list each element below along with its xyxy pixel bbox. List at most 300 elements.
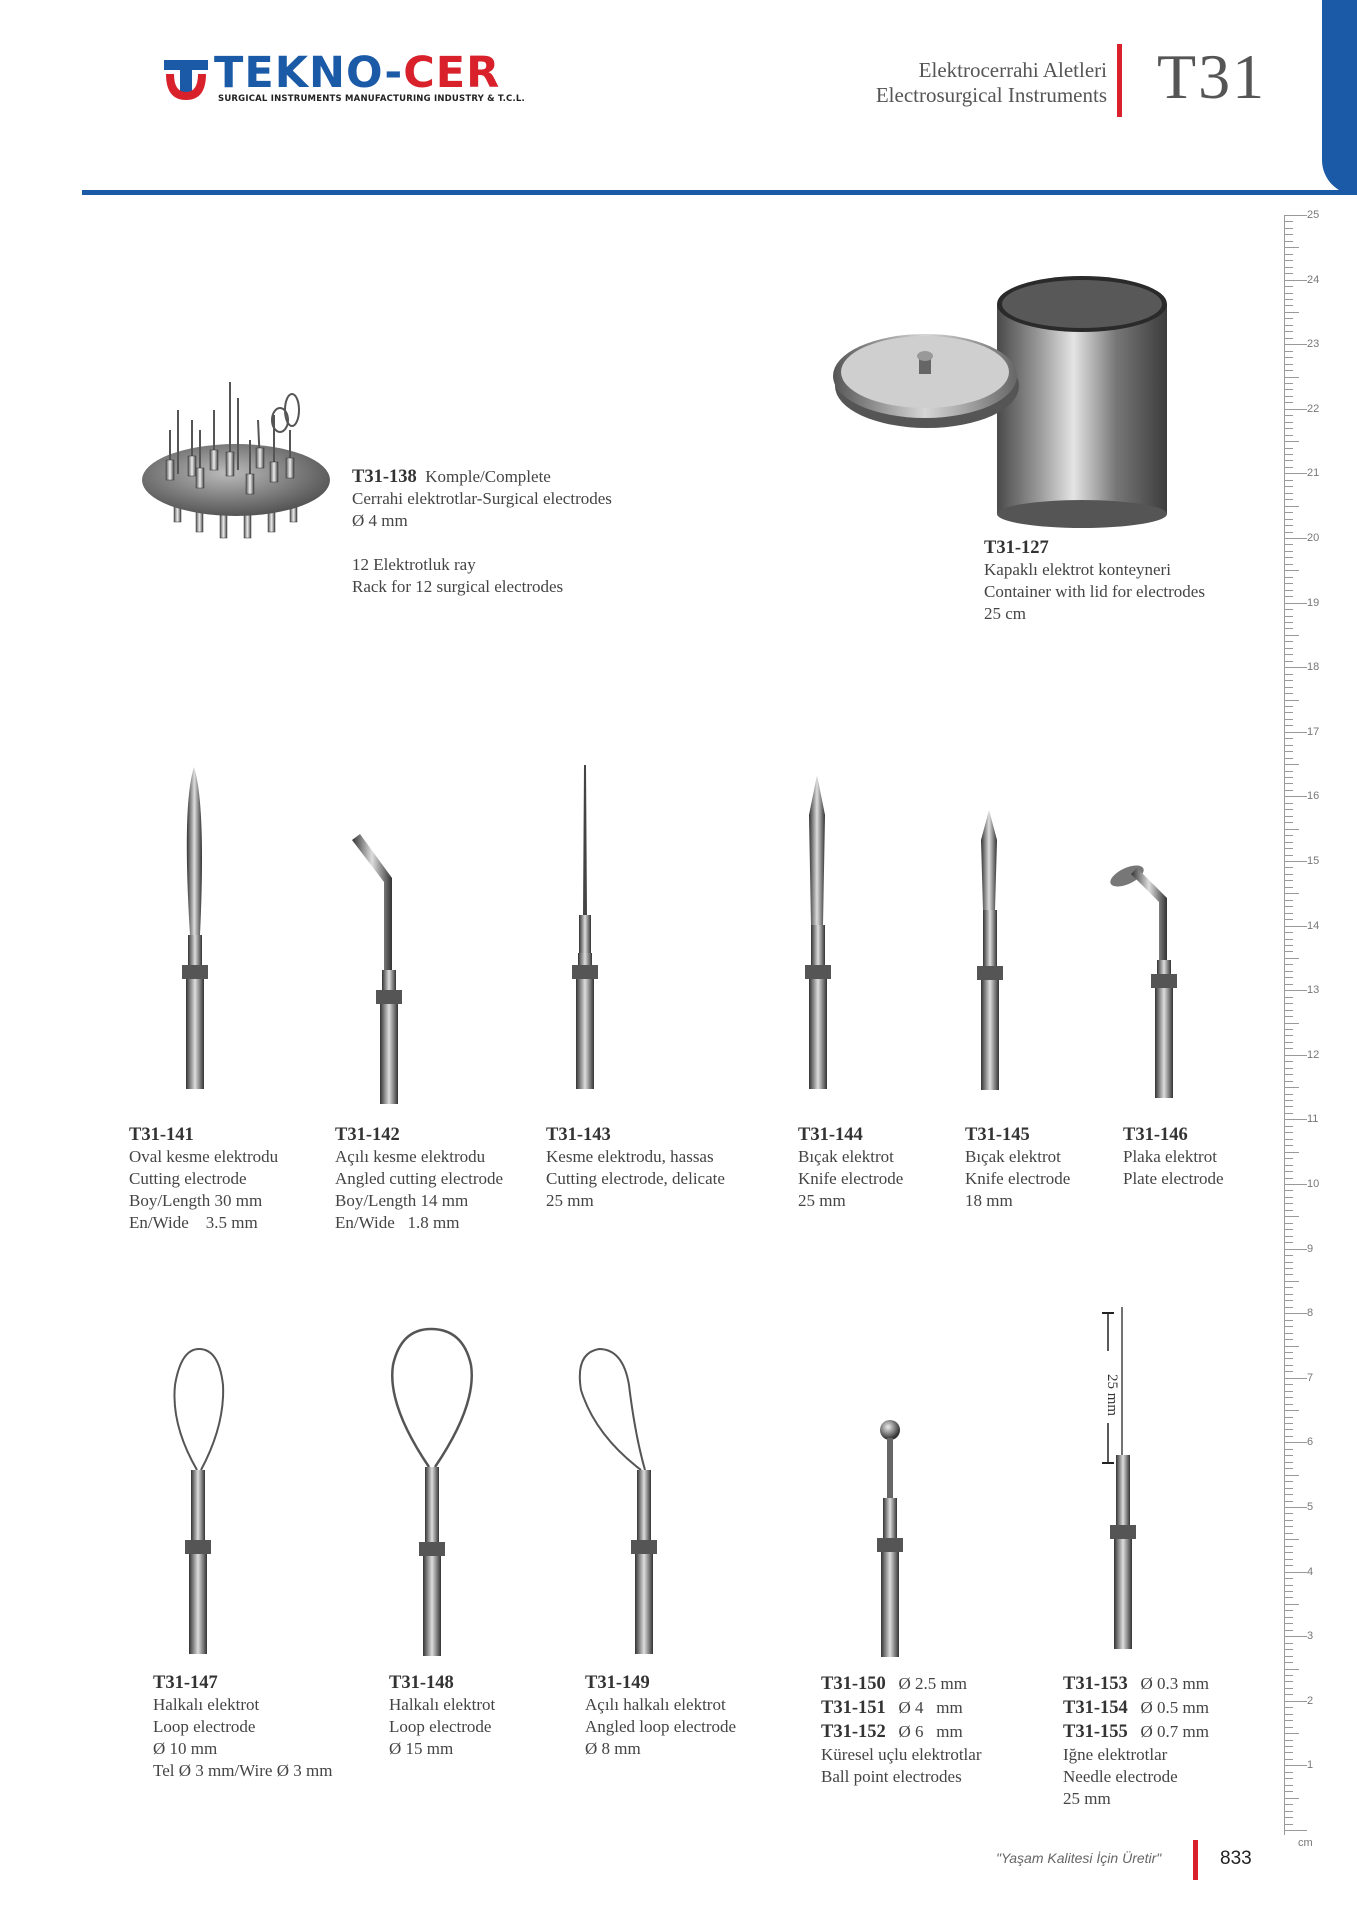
ruler-tick — [1285, 506, 1299, 507]
cutting-electrode-image — [170, 765, 220, 1105]
ruler-tick — [1285, 706, 1293, 707]
ruler-tick — [1285, 1572, 1307, 1573]
ruler-tick — [1285, 538, 1307, 539]
ruler-tick — [1285, 389, 1293, 390]
product-code: T31-143 — [546, 1125, 611, 1145]
ruler-label: 7 — [1307, 1371, 1314, 1384]
ruler-tick — [1285, 609, 1293, 610]
product-desc: Loop electrode — [153, 1717, 256, 1736]
ruler-tick — [1285, 1669, 1299, 1670]
ruler-label: 24 — [1307, 273, 1320, 286]
product-code: T31-149 — [585, 1673, 650, 1693]
ruler-tick — [1285, 616, 1293, 617]
ruler-tick — [1285, 1643, 1293, 1644]
brand-tagline: SURGICAL INSTRUMENTS MANUFACTURING INDUSTRY & T.C.L. — [218, 94, 525, 104]
ruler-tick — [1285, 1333, 1293, 1334]
ruler-tick — [1285, 1197, 1293, 1198]
ruler-label: 16 — [1307, 790, 1320, 803]
ruler-tick — [1285, 971, 1293, 972]
needle-length-dimension: 25 mm — [1104, 1374, 1120, 1417]
ruler-tick — [1285, 1481, 1293, 1482]
ruler-tick — [1285, 1701, 1307, 1702]
ruler-tick — [1285, 687, 1293, 688]
product-desc: Bıçak elektrot — [798, 1147, 894, 1166]
ruler-label: 2 — [1307, 1694, 1314, 1707]
ruler-label: 3 — [1307, 1630, 1314, 1643]
ruler-tick — [1285, 228, 1293, 229]
product-desc: 12 Elektrotluk ray — [352, 555, 476, 574]
product-caption-t31-145 — [965, 1124, 1070, 1212]
ruler-tick — [1285, 880, 1293, 881]
ruler-label: 4 — [1307, 1565, 1314, 1578]
product-size: Ø 8 mm — [585, 1739, 641, 1758]
ruler-tick — [1285, 809, 1293, 810]
product-code: T31-148 — [389, 1673, 454, 1693]
ruler-tick — [1285, 1152, 1299, 1153]
ruler-tick — [1285, 1281, 1299, 1282]
ruler-tick — [1285, 1119, 1307, 1120]
ruler-tick — [1285, 783, 1293, 784]
ruler-tick — [1285, 1656, 1293, 1657]
product-desc: Angled cutting electrode — [335, 1169, 504, 1188]
ruler-tick — [1285, 764, 1299, 765]
product-desc: Küresel uçlu elektrotlar — [821, 1745, 982, 1764]
ruler-tick — [1285, 790, 1293, 791]
ruler-tick — [1285, 951, 1293, 952]
product-desc: Knife electrode — [965, 1169, 1071, 1188]
ruler-tick — [1285, 519, 1293, 520]
product-size: Ø 0.5 mm — [1140, 1698, 1209, 1717]
ruler-tick — [1285, 1785, 1293, 1786]
ruler-tick — [1285, 945, 1293, 946]
ruler-tick — [1285, 777, 1293, 778]
product-desc: Kesme elektrodu, hassas — [546, 1147, 714, 1166]
ruler-tick — [1285, 893, 1299, 894]
ruler-tick — [1285, 525, 1293, 526]
ruler-tick — [1285, 435, 1293, 436]
ruler-tick — [1285, 1268, 1293, 1269]
product-desc: Knife electrode — [798, 1169, 904, 1188]
ruler-tick — [1285, 1507, 1307, 1508]
ruler-tick — [1285, 1100, 1293, 1101]
ruler-tick — [1285, 1772, 1293, 1773]
product-desc: Açılı halkalı elektrot — [585, 1695, 726, 1714]
product-desc: Açılı kesme elektrodu — [335, 1147, 486, 1166]
ruler-tick — [1285, 1617, 1293, 1618]
ruler-tick — [1285, 1132, 1293, 1133]
product-code: T31-146 — [1123, 1125, 1188, 1145]
ruler-tick — [1285, 1190, 1293, 1191]
ruler-tick — [1285, 635, 1299, 636]
product-code: T31-138 — [352, 467, 417, 487]
ruler-tick — [1285, 454, 1293, 455]
product-size: En/Wide 1.8 mm — [335, 1213, 460, 1232]
ruler-tick — [1285, 1365, 1293, 1366]
angled-cutting-electrode-image — [348, 830, 418, 1110]
electrode-rack-image — [140, 370, 340, 550]
product-desc: Rack for 12 surgical electrodes — [352, 577, 564, 596]
product-desc: Bıçak elektrot — [965, 1147, 1061, 1166]
product-code: T31-141 — [129, 1125, 194, 1145]
product-size: 25 mm — [546, 1191, 594, 1210]
ruler-tick — [1285, 919, 1293, 920]
ruler-tick — [1285, 1326, 1293, 1327]
ruler-tick — [1285, 1811, 1293, 1812]
product-caption-t31-149 — [585, 1672, 736, 1760]
needle-electrode-image — [1100, 1305, 1160, 1665]
ruler-tick — [1285, 958, 1299, 959]
ruler-tick — [1285, 661, 1293, 662]
product-title: Komple/Complete — [425, 467, 551, 486]
ruler-tick — [1285, 1552, 1293, 1553]
product-caption-t31-144 — [798, 1124, 903, 1212]
product-desc: Container with lid for electrodes — [984, 582, 1205, 601]
ruler-tick — [1285, 1778, 1293, 1779]
ruler-tick — [1285, 1585, 1293, 1586]
ruler-tick — [1285, 1339, 1293, 1340]
ruler-tick — [1285, 1287, 1293, 1288]
ruler-tick — [1285, 990, 1307, 991]
ruler-tick — [1285, 1035, 1293, 1036]
header-corner-accent — [1322, 0, 1357, 195]
ruler-tick — [1285, 254, 1293, 255]
ruler-tick — [1285, 1662, 1293, 1663]
ruler-tick — [1285, 357, 1293, 358]
ruler-tick — [1285, 648, 1293, 649]
ruler-tick — [1285, 926, 1307, 927]
ruler-tick — [1285, 1165, 1293, 1166]
ruler-tick — [1285, 260, 1293, 261]
ruler-tick — [1285, 1358, 1293, 1359]
ruler-tick — [1285, 1384, 1293, 1385]
product-size: 25 mm — [798, 1191, 846, 1210]
ruler-tick — [1285, 241, 1293, 242]
ruler-tick — [1285, 1158, 1293, 1159]
ruler-tick — [1285, 422, 1293, 423]
ruler-tick — [1285, 532, 1293, 533]
ruler-tick — [1285, 848, 1293, 849]
ruler-tick — [1285, 312, 1299, 313]
product-desc: Iğne elektrotlar — [1063, 1745, 1168, 1764]
ruler-tick — [1285, 364, 1293, 365]
ruler-tick — [1285, 829, 1299, 830]
ruler-tick — [1285, 1591, 1293, 1592]
ruler-tick — [1285, 1630, 1293, 1631]
ruler-tick — [1285, 1623, 1293, 1624]
ruler-tick — [1285, 1765, 1307, 1766]
knife-electrode-25-image — [793, 775, 843, 1105]
ruler-tick — [1285, 1546, 1293, 1547]
ruler-tick — [1285, 512, 1293, 513]
ruler-tick — [1285, 1759, 1293, 1760]
ruler-tick — [1285, 1417, 1293, 1418]
ruler-tick — [1285, 867, 1293, 868]
ruler-tick — [1285, 835, 1293, 836]
ruler-label: 13 — [1307, 984, 1320, 997]
ruler-tick — [1285, 977, 1293, 978]
ruler-tick — [1285, 1048, 1293, 1049]
ruler-tick — [1285, 1410, 1299, 1411]
product-size: Ø 4 mm — [352, 511, 408, 530]
ruler-tick — [1285, 939, 1293, 940]
ruler-tick — [1285, 370, 1293, 371]
ruler-label: 22 — [1307, 402, 1320, 415]
ruler-tick — [1285, 1565, 1293, 1566]
ruler-tick — [1285, 280, 1307, 281]
ruler-tick — [1285, 557, 1293, 558]
product-size: Ø 4 mm — [898, 1698, 963, 1717]
category-en: Electrosurgical Instruments — [875, 83, 1107, 107]
ball-point-electrode-image — [865, 1418, 915, 1663]
ruler-tick — [1285, 428, 1293, 429]
ruler-tick — [1285, 1727, 1293, 1728]
ruler-label: 10 — [1307, 1178, 1320, 1190]
ruler-tick — [1285, 1752, 1293, 1753]
plate-electrode-image — [1105, 850, 1185, 1110]
ruler-tick — [1285, 900, 1293, 901]
ruler-tick — [1285, 1740, 1293, 1741]
product-desc: Cutting electrode — [129, 1169, 247, 1188]
ruler-tick — [1285, 1352, 1293, 1353]
product-desc: Halkalı elektrot — [389, 1695, 496, 1714]
ruler-tick — [1285, 221, 1293, 222]
ruler-tick — [1285, 1791, 1293, 1792]
header-rule — [82, 190, 1357, 195]
product-caption-t31-150-152 — [821, 1672, 982, 1788]
product-desc: Loop electrode — [389, 1717, 492, 1736]
page-number: 833 — [1220, 1848, 1252, 1869]
product-code: T31-153 — [1063, 1674, 1128, 1694]
ruler-tick — [1285, 1681, 1293, 1682]
ruler-tick — [1285, 1604, 1299, 1605]
product-desc: Plate electrode — [1123, 1169, 1224, 1188]
ruler-tick — [1285, 590, 1293, 591]
product-size: Ø 0.7 mm — [1140, 1722, 1209, 1741]
ruler-tick — [1285, 1539, 1299, 1540]
ruler-tick — [1285, 1074, 1293, 1075]
ruler-tick — [1285, 732, 1307, 733]
ruler-tick — [1285, 1068, 1293, 1069]
ruler-tick — [1285, 622, 1293, 623]
ruler-tick — [1285, 267, 1293, 268]
ruler-tick — [1285, 273, 1293, 274]
ruler-tick — [1285, 215, 1307, 216]
ruler-tick — [1285, 1559, 1293, 1560]
ruler-tick — [1285, 1817, 1293, 1818]
ruler-tick — [1285, 1526, 1293, 1527]
ruler-label: 21 — [1307, 467, 1320, 480]
ruler-tick — [1285, 712, 1293, 713]
ruler-tick — [1285, 1733, 1299, 1734]
ruler-label: 18 — [1307, 661, 1320, 674]
ruler-tick — [1285, 1249, 1307, 1250]
ruler-label: 8 — [1307, 1307, 1314, 1320]
ruler-tick — [1285, 293, 1293, 294]
product-desc: Kapaklı elektrot konteyneri — [984, 560, 1171, 579]
ruler-label: 15 — [1307, 855, 1320, 867]
ruler-tick — [1285, 1042, 1293, 1043]
ruler-tick — [1285, 1513, 1293, 1514]
product-caption-t31-141 — [129, 1124, 278, 1234]
header-category — [876, 58, 1107, 108]
ruler-tick — [1285, 286, 1293, 287]
ruler-tick — [1285, 1720, 1293, 1721]
ruler-tick — [1285, 1010, 1293, 1011]
product-size: 25 mm — [1063, 1789, 1111, 1808]
ruler-tick — [1285, 1533, 1293, 1534]
ruler-tick — [1285, 325, 1293, 326]
knife-electrode-18-image — [965, 810, 1015, 1110]
ruler-tick — [1285, 247, 1299, 248]
ruler-tick — [1285, 583, 1293, 584]
product-desc: Cerrahi elektrotlar-Surgical electrodes — [352, 489, 612, 508]
ruler-tick — [1285, 1178, 1293, 1179]
product-desc: Plaka elektrot — [1123, 1147, 1217, 1166]
ruler-tick — [1285, 1300, 1293, 1301]
ruler-tick — [1285, 738, 1293, 739]
ruler-tick — [1285, 932, 1293, 933]
ruler-tick — [1285, 1423, 1293, 1424]
ruler-tick — [1285, 467, 1293, 468]
ruler-tick — [1285, 234, 1293, 235]
ruler-tick — [1285, 680, 1293, 681]
product-size: Ø 0.3 mm — [1140, 1674, 1209, 1693]
ruler-tick — [1285, 1223, 1293, 1224]
ruler-tick — [1285, 1236, 1293, 1237]
ruler-tick — [1285, 331, 1293, 332]
ruler-tick — [1285, 654, 1293, 655]
ruler-tick — [1285, 1804, 1293, 1805]
ruler-tick — [1285, 1397, 1293, 1398]
ruler-tick — [1285, 964, 1293, 965]
ruler-tick — [1285, 1113, 1293, 1114]
ruler-tick — [1285, 544, 1293, 545]
ruler-tick — [1285, 1378, 1307, 1379]
ruler-tick — [1285, 299, 1293, 300]
ruler-tick — [1285, 1468, 1293, 1469]
product-caption-t31-148 — [389, 1672, 495, 1760]
ruler-tick — [1285, 861, 1307, 862]
ruler-tick — [1285, 448, 1293, 449]
angled-loop-electrode-image — [575, 1345, 665, 1660]
footer-divider — [1193, 1840, 1198, 1880]
ruler-tick — [1285, 1055, 1307, 1056]
ruler-tick — [1285, 1313, 1307, 1314]
ruler-tick — [1285, 318, 1293, 319]
ruler-tick — [1285, 1462, 1293, 1463]
category-tr: Elektrocerrahi Aletleri — [918, 58, 1107, 82]
ruler-tick — [1285, 1798, 1299, 1799]
ruler-tick — [1285, 1184, 1307, 1185]
ruler-tick — [1285, 1746, 1293, 1747]
product-code: T31-127 — [984, 538, 1049, 558]
ruler-tick — [1285, 499, 1293, 500]
ruler-tick — [1285, 493, 1293, 494]
ruler-label: 12 — [1307, 1048, 1320, 1061]
ruler-tick — [1285, 803, 1293, 804]
ruler-tick — [1285, 351, 1293, 352]
ruler-tick — [1285, 396, 1293, 397]
product-code: T31-150 — [821, 1674, 886, 1694]
section-code: T31 — [1157, 41, 1267, 112]
product-size: Boy/Length 30 mm — [129, 1191, 263, 1210]
ruler-tick — [1285, 1061, 1293, 1062]
footer-slogan: "Yaşam Kalitesi İçin Üretir" — [996, 1850, 1162, 1866]
ruler-tick — [1285, 1520, 1293, 1521]
product-desc: Ball point electrodes — [821, 1767, 962, 1786]
ruler-tick — [1285, 758, 1293, 759]
ruler-tick — [1285, 1171, 1293, 1172]
product-desc: Halkalı elektrot — [153, 1695, 260, 1714]
ruler-tick — [1285, 415, 1293, 416]
ruler-tick — [1285, 1475, 1299, 1476]
ruler-tick — [1285, 842, 1293, 843]
product-desc: Oval kesme elektrodu — [129, 1147, 279, 1166]
ruler-tick — [1285, 1023, 1299, 1024]
ruler-tick — [1285, 460, 1293, 461]
ruler-tick — [1285, 816, 1293, 817]
product-caption-t31-143 — [546, 1124, 725, 1212]
ruler-label: 17 — [1307, 725, 1320, 738]
ruler-tick — [1285, 1694, 1293, 1695]
ruler-tick — [1285, 409, 1307, 410]
ruler-tick — [1285, 1346, 1299, 1347]
ruler-tick — [1285, 577, 1293, 578]
product-size: En/Wide 3.5 mm — [129, 1213, 258, 1232]
centimeter-ruler — [1284, 209, 1320, 1835]
product-size: Ø 10 mm — [153, 1739, 218, 1758]
tekno-cer-logo-icon — [162, 56, 210, 102]
ruler-tick — [1285, 603, 1307, 604]
product-desc: Cutting electrode, delicate — [546, 1169, 725, 1188]
ruler-tick — [1285, 1610, 1293, 1611]
ruler-tick — [1285, 441, 1299, 442]
ruler-label: 25 — [1307, 209, 1320, 221]
loop-electrode-15-image — [383, 1325, 483, 1660]
ruler-label: 1 — [1307, 1759, 1314, 1772]
ruler-tick — [1285, 1597, 1293, 1598]
product-size: Ø 2.5 mm — [898, 1674, 967, 1693]
ruler-tick — [1285, 641, 1293, 642]
ruler-tick — [1285, 1003, 1293, 1004]
ruler-tick — [1285, 1307, 1293, 1308]
ruler-label: 5 — [1307, 1501, 1314, 1513]
ruler-tick — [1285, 874, 1293, 875]
ruler-tick — [1285, 751, 1293, 752]
product-caption-t31-138 — [352, 466, 612, 598]
ruler-tick — [1285, 1016, 1293, 1017]
product-size: Boy/Length 14 mm — [335, 1191, 469, 1210]
product-code: T31-155 — [1063, 1722, 1128, 1742]
ruler-tick — [1285, 913, 1293, 914]
product-caption-t31-127 — [984, 537, 1205, 625]
ruler-tick — [1285, 1636, 1307, 1637]
ruler-tick — [1285, 1320, 1293, 1321]
ruler-tick — [1285, 1578, 1293, 1579]
ruler-tick — [1285, 1404, 1293, 1405]
ruler-tick — [1285, 564, 1293, 565]
product-code: T31-147 — [153, 1673, 218, 1693]
ruler-tick — [1285, 1242, 1293, 1243]
product-code: T31-144 — [798, 1125, 863, 1145]
ruler-tick — [1285, 596, 1293, 597]
ruler-tick — [1285, 997, 1293, 998]
ruler-tick — [1285, 906, 1293, 907]
ruler-tick — [1285, 377, 1299, 378]
ruler-tick — [1285, 984, 1293, 985]
product-desc: Needle electrode — [1063, 1767, 1178, 1786]
ruler-tick — [1285, 887, 1293, 888]
